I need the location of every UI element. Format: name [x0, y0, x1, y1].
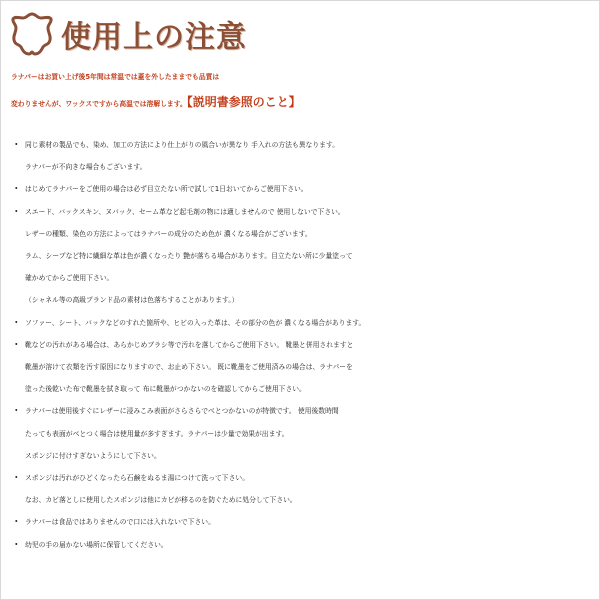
leather-hide-icon — [9, 11, 55, 57]
notice-reference-note: 【説明書参照のこと】 — [186, 95, 301, 109]
list-bullet: ・ — [11, 516, 22, 529]
caution-text-line: ラナパーは使用後すぐにレザーに浸みこみ表面がさらさらでべとつかないのが特徴です。 使用後数時間 — [25, 407, 339, 416]
caution-item — [9, 334, 593, 401]
caution-item — [9, 312, 593, 334]
notice-line-1: ラナパーはお買い上げ後5年間は常温では蓋を外したままでも品質は — [11, 73, 220, 81]
caution-item — [9, 467, 593, 511]
caution-item — [9, 201, 593, 312]
caution-item — [9, 511, 593, 533]
caution-item — [9, 534, 593, 556]
list-bullet: ・ — [11, 139, 22, 151]
page-title: 使用上の注意 — [61, 20, 247, 55]
list-bullet: ・ — [11, 316, 22, 329]
caution-list — [9, 134, 593, 556]
caution-text-line: スポンジは汚れがひどくなったら石鹸をぬるま湯につけて洗って下さい。 — [25, 474, 249, 483]
caution-text-line: 靴墨が溶けて衣類を汚す原因になりますので、お止め下さい。 既に靴墨をご使用済みの場合は、ラナパーを — [25, 363, 353, 372]
caution-text-line: 同じ素材の製品でも、染め、加工の方法により仕上がりの風合いが異なり 手入れの方法も異なります。 — [25, 141, 339, 149]
list-bullet: ・ — [11, 338, 22, 351]
list-bullet: ・ — [11, 183, 22, 196]
caution-text-line: ソファー、シート、バックなどのすれた箇所や、ヒビの入った革は、その部分の色が 濃くなる場合があります。 — [25, 318, 366, 327]
caution-item — [9, 178, 593, 200]
caution-text-line: 靴などの汚れがある場合は、あらかじめブラシ等で汚れを落してからご使用下さい。 靴墨と併用されますと — [25, 340, 354, 349]
caution-text-line: ラム、シープなど特に繊細な革は色が濃くなったり 艶が落ちる場合があります。目立たない所に少量塗って — [25, 252, 353, 261]
caution-text-line: スポンジに付けすぎないようにして下さい。 — [25, 451, 161, 460]
caution-text-line: はじめてラナパーをご使用の場合は必ず目立たない所で試して1日おいてからご使用下さい。 — [25, 185, 308, 194]
list-bullet: ・ — [11, 472, 22, 485]
storage-notice — [11, 65, 591, 117]
caution-text-line: なお、カビ落としに使用したスポンジは他にカビが移るのを防ぐために処分して下さい。 — [25, 496, 297, 505]
caution-text-line: 確かめてからご使用下さい。 — [25, 274, 114, 283]
header — [9, 9, 593, 59]
caution-text-line: レザーの種類、染色の方法によってはラナパーの成分のため色が 濃くなる場合がございます。 — [25, 229, 312, 238]
caution-text-line: （シャネル等の高級ブランド品の素材は色落ちすることがあります。） — [25, 296, 239, 305]
list-bullet: ・ — [11, 205, 22, 218]
caution-text-line: 幼児の手の届かない場所に保管してください。 — [25, 540, 168, 549]
caution-item — [9, 134, 593, 178]
caution-text-line: スエード、バックスキン、ヌバック、セーム革など起毛剤の物には適しませんので 使用しないで下さい。 — [25, 207, 345, 216]
caution-item — [9, 400, 593, 467]
caution-text-line: 塗った後乾いた布で靴墨を拭き取って 布に靴墨がつかないのを確認してからご使用下さい。 — [25, 385, 306, 394]
list-bullet: ・ — [11, 405, 22, 418]
caution-text-line: ラナパーが不向きな場合もございます。 — [25, 163, 147, 172]
caution-text-line: たっても表面がべとつく場合は使用量が多すぎます。ラナパーは少量で効果が出ます。 — [25, 429, 289, 438]
notice-line-2-text: 変わりませんが、ワックスですから高温では溶解します。 — [11, 100, 187, 108]
notice-line-2 — [11, 90, 591, 117]
caution-text-line: ラナパーは食品ではありませんので口には入れないで下さい。 — [25, 518, 215, 527]
list-bullet: ・ — [11, 538, 22, 551]
